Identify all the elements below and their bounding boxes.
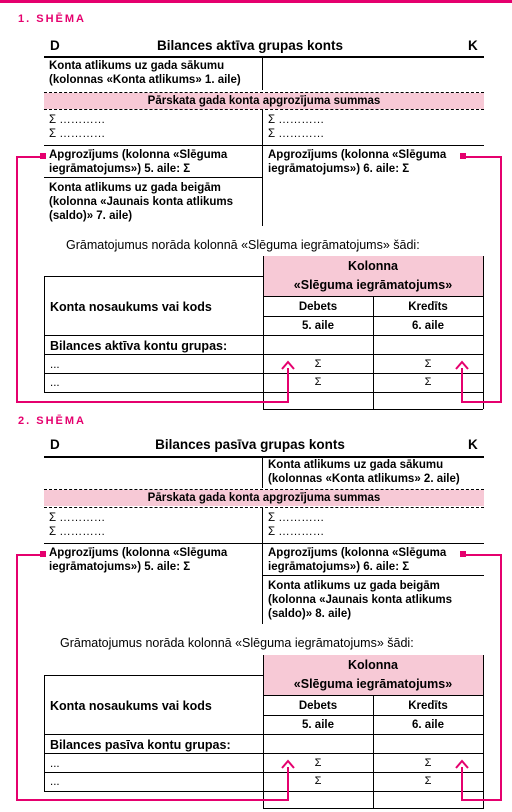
opening-balance-line1: Konta atlikums uz gada sākumu: [49, 60, 225, 72]
t-account-top-rule: [44, 56, 484, 58]
ellipsis-row: ...: [50, 359, 60, 371]
account-title: Bilances pasīva grupas konts: [155, 437, 345, 452]
sum-row: Σ …………: [268, 512, 325, 524]
connector-line: [464, 156, 502, 158]
turnover-debit: [49, 148, 261, 176]
sum-row: Σ …………: [268, 114, 325, 126]
side-debit-label: D: [50, 437, 60, 452]
connector-line: [461, 368, 463, 403]
sum-row: Σ …………: [268, 526, 325, 538]
column-group-subtitle: «Slēguma iegrāmatojums»: [293, 677, 453, 691]
turnover-debit-line2: iegrāmatojums») 5. aile: Σ: [49, 561, 191, 573]
section-title: 2. SHĒMA: [18, 415, 86, 427]
intro-text: Grāmatojumus norāda kolonnā «Slēguma iegrāmatojums» šādi:: [60, 636, 414, 650]
turnover-header: Pārskata gada konta apgrozījuma summas: [44, 490, 484, 506]
debit-header: Debets: [298, 301, 338, 313]
group-label: Bilances aktīva kontu grupas:: [50, 339, 228, 353]
sigma: Σ: [424, 775, 432, 787]
turnover-credit-line2: iegrāmatojums») 6. aile: Σ: [268, 561, 410, 573]
row-rule: [44, 543, 484, 544]
t-account-divider: [262, 57, 263, 90]
closing-balance-line1: Konta atlikums uz gada beigām: [49, 182, 221, 194]
sigma: Σ: [424, 376, 432, 388]
arrow-up-icon: [281, 360, 295, 370]
opening-balance: [49, 59, 259, 87]
row-header: Konta nosaukums vai kods: [50, 699, 212, 713]
turnover-credit-line2: iegrāmatojums») 6. aile: Σ: [268, 163, 410, 175]
connector-line: [16, 156, 18, 403]
intro-text: Grāmatojumus norāda kolonnā «Slēguma iegrāmatojums» šādi:: [66, 238, 420, 252]
sigma: Σ: [424, 358, 432, 370]
sigma: Σ: [424, 757, 432, 769]
sum-row: Σ …………: [49, 114, 106, 126]
opening-balance-line2: (kolonnas «Konta atlikums» 1. aile): [49, 74, 241, 86]
turnover-header: Pārskata gada konta apgrozījuma summas: [44, 93, 484, 109]
section-title: 1. SHĒMA: [18, 13, 86, 25]
connector-line: [287, 368, 289, 403]
connector-line: [500, 554, 502, 801]
closing-balance-line3: (saldo)» 8. aile): [268, 608, 352, 620]
closing-balance-line2: (kolonna «Jaunais konta atlikums: [268, 594, 453, 606]
sigma: Σ: [314, 358, 322, 370]
credit-column-number: 6. aile: [412, 320, 444, 332]
turnover-credit-line1: Apgrozījums (kolonna «Slēguma: [268, 149, 447, 161]
side-debit-label: D: [50, 38, 60, 53]
turnover-debit-line2: iegrāmatojums») 5. aile: Σ: [49, 163, 191, 175]
connector-line: [16, 554, 42, 556]
debit-header: Debets: [298, 700, 338, 712]
table-rule: [44, 276, 263, 277]
connector-line: [461, 767, 463, 801]
closing-balance-line3: (saldo)» 7. aile): [49, 210, 133, 222]
closing-balance: [49, 181, 261, 223]
table-rule-v: [44, 675, 45, 792]
arrow-up-icon: [455, 360, 469, 370]
arrow-up-icon: [281, 759, 295, 769]
dashed-rule: [44, 507, 484, 508]
sum-row: Σ …………: [268, 128, 325, 140]
credit-header: Kredīts: [408, 301, 448, 313]
credit-header: Kredīts: [408, 700, 448, 712]
account-title: Bilances aktīva grupas konts: [156, 38, 344, 53]
table-rule-v: [483, 655, 484, 809]
side-credit-label: K: [468, 437, 478, 452]
ellipsis-row: ...: [50, 377, 60, 389]
row-rule: [44, 145, 484, 146]
table-rule-v: [44, 276, 45, 393]
sigma: Σ: [314, 775, 322, 787]
sigma: Σ: [314, 757, 322, 769]
column-group-title: Kolonna: [348, 658, 398, 672]
connector-line: [16, 401, 289, 403]
turnover-credit: [268, 546, 480, 574]
t-account-divider: [262, 457, 263, 488]
connector-line: [464, 554, 502, 556]
row-rule: [44, 177, 262, 178]
opening-balance-line2: (kolonnas «Konta atlikums» 2. aile): [268, 473, 460, 485]
table-rule: [44, 675, 263, 676]
turnover-debit: [49, 546, 261, 574]
column-group-subtitle: «Slēguma iegrāmatojums»: [293, 278, 453, 292]
top-accent-bar: [0, 0, 512, 3]
connector-line: [287, 767, 289, 801]
turnover-credit: [268, 148, 480, 176]
sigma: Σ: [314, 376, 322, 388]
credit-column-number: 6. aile: [412, 719, 444, 731]
sum-row: Σ …………: [49, 512, 106, 524]
opening-balance: [268, 458, 484, 486]
table-rule: [263, 409, 483, 410]
column-group-title: Kolonna: [348, 259, 398, 273]
connector-line: [461, 799, 502, 801]
closing-balance-line1: Konta atlikums uz gada beigām: [268, 580, 440, 592]
connector-line: [16, 799, 289, 801]
connector-line: [461, 401, 502, 403]
group-label: Bilances pasīva kontu grupas:: [50, 738, 231, 752]
debit-column-number: 5. aile: [302, 719, 334, 731]
turnover-debit-line1: Apgrozījums (kolonna «Slēguma: [49, 149, 228, 161]
t-account-divider: [262, 110, 263, 226]
row-header: Konta nosaukums vai kods: [50, 300, 212, 314]
turnover-credit-line1: Apgrozījums (kolonna «Slēguma: [268, 547, 447, 559]
ellipsis-row: ...: [50, 758, 60, 770]
turnover-debit-line1: Apgrozījums (kolonna «Slēguma: [49, 547, 228, 559]
connector-line: [500, 156, 502, 403]
opening-balance-line1: Konta atlikums uz gada sākumu: [268, 459, 444, 471]
arrow-up-icon: [455, 759, 469, 769]
t-account-divider: [262, 508, 263, 624]
closing-balance-line2: (kolonna «Jaunais konta atlikums: [49, 196, 234, 208]
connector-line: [16, 156, 42, 158]
ellipsis-row: ...: [50, 776, 60, 788]
dashed-rule: [44, 109, 484, 110]
side-credit-label: K: [468, 38, 478, 53]
sum-row: Σ …………: [49, 526, 106, 538]
closing-balance: [268, 579, 484, 621]
table-rule-v: [483, 256, 484, 409]
debit-column-number: 5. aile: [302, 320, 334, 332]
connector-line: [16, 554, 18, 801]
sum-row: Σ …………: [49, 128, 106, 140]
row-rule: [262, 575, 484, 576]
